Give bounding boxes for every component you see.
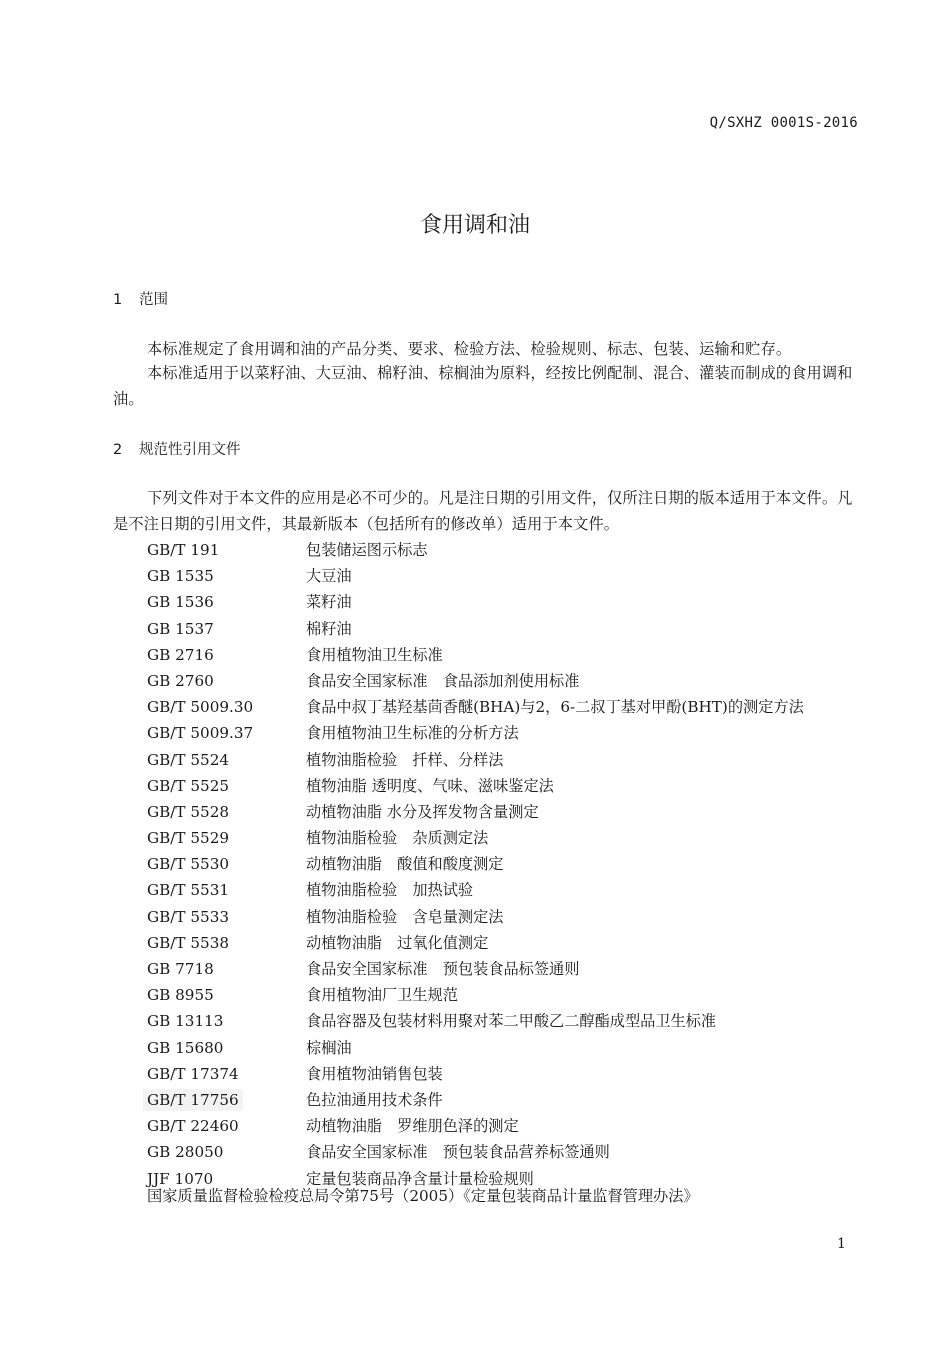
reference-title: 植物油脂检验 含皂量测定法 bbox=[306, 907, 504, 926]
reference-row bbox=[147, 851, 867, 877]
reference-title: 动植物油脂 水分及挥发物含量测定 bbox=[306, 802, 539, 821]
reference-row bbox=[147, 825, 867, 851]
document-title: 食用调和油 bbox=[419, 213, 530, 238]
reference-title: 棕榈油 bbox=[306, 1038, 352, 1057]
page-number: 1 bbox=[837, 1236, 846, 1252]
reference-title: 大豆油 bbox=[306, 567, 352, 586]
reference-title: 动植物油脂 过氧化值测定 bbox=[306, 933, 489, 952]
reference-title: 食品中叔丁基羟基茴香醚(BHA)与2，6-二叔丁基对甲酚(BHT)的测定方法 bbox=[306, 698, 804, 717]
reference-row bbox=[147, 1087, 867, 1113]
reference-title: 食用植物油卫生标准的分析方法 bbox=[306, 724, 519, 743]
reference-title: 包装储运图示标志 bbox=[306, 541, 428, 559]
reference-code: GB/T 5525 bbox=[147, 776, 230, 795]
reference-code: GB 2760 bbox=[147, 671, 214, 690]
reference-code: GB 2716 bbox=[147, 645, 214, 664]
reference-title: 植物油脂检验 杂质测定法 bbox=[306, 829, 489, 848]
reference-row bbox=[147, 956, 867, 982]
reference-code: GB/T 5009.30 bbox=[147, 698, 254, 717]
reference-code: GB/T 191 bbox=[147, 541, 220, 559]
reference-row bbox=[147, 982, 867, 1008]
reference-title: 食品容器及包装材料用聚对苯二甲酸乙二醇酯成型品卫生标准 bbox=[306, 1012, 717, 1031]
reference-code: GB 1535 bbox=[147, 567, 214, 586]
reference-title: 菜籽油 bbox=[306, 593, 352, 612]
reference-title: 食品安全国家标准 预包装食品营养标签通则 bbox=[306, 1143, 610, 1162]
reference-row bbox=[147, 799, 867, 825]
section-2-number: 2 bbox=[113, 442, 123, 458]
reference-title: 定量包装商品净含量计量检验规则 bbox=[306, 1169, 534, 1188]
reference-code: GB/T 5524 bbox=[147, 750, 230, 769]
reference-title: 食用植物油销售包装 bbox=[306, 1064, 443, 1083]
section-2-heading bbox=[113, 438, 241, 459]
reference-row bbox=[147, 1061, 867, 1087]
reference-title: 食品安全国家标准 预包装食品标签通则 bbox=[306, 960, 580, 978]
reference-row bbox=[147, 668, 867, 694]
reference-code: GB/T 5538 bbox=[147, 933, 230, 952]
standard-code: Q/SXHZ 0001S-2016 bbox=[709, 115, 858, 131]
reference-code: GB/T 17374 bbox=[147, 1064, 239, 1083]
reference-row bbox=[147, 1139, 867, 1165]
section-2-title: 规范性引用文件 bbox=[139, 442, 241, 458]
reference-row bbox=[147, 773, 867, 799]
section-1-number: 1 bbox=[113, 292, 123, 308]
reference-code: GB/T 22460 bbox=[147, 1117, 239, 1136]
reference-code: GB/T 5533 bbox=[147, 907, 230, 926]
reference-row bbox=[147, 642, 867, 668]
reference-row bbox=[147, 563, 867, 589]
section-1-paragraph-1: 本标准规定了食用调和油的产品分类、要求、检验方法、检验规则、标志、包装、运输和贮存。 bbox=[147, 340, 792, 358]
reference-code: GB 15680 bbox=[147, 1038, 224, 1057]
reference-code: GB/T 5531 bbox=[147, 881, 230, 900]
section-1-title: 范围 bbox=[139, 292, 168, 308]
reference-row bbox=[147, 1008, 867, 1034]
reference-list bbox=[147, 537, 867, 1192]
reference-code: GB 28050 bbox=[147, 1143, 224, 1162]
reference-row bbox=[147, 930, 867, 956]
reference-code: GB 8955 bbox=[147, 986, 214, 1005]
reference-code: GB/T 17756 bbox=[147, 1090, 239, 1109]
reference-row bbox=[147, 537, 867, 563]
reference-row bbox=[147, 1035, 867, 1061]
reference-code: GB 1536 bbox=[147, 593, 214, 612]
reference-closing-line: 国家质量监督检验检疫总局令第75号（2005）《定量包装商品计量监督管理办法》 bbox=[147, 1187, 699, 1205]
reference-code: GB/T 5529 bbox=[147, 829, 230, 848]
reference-code: JJF 1070 bbox=[147, 1169, 214, 1188]
reference-code: GB/T 5009.37 bbox=[147, 724, 254, 743]
reference-code: GB 13113 bbox=[147, 1012, 224, 1031]
reference-row bbox=[147, 1113, 867, 1139]
reference-row bbox=[147, 904, 867, 930]
section-2-intro: 下列文件对于本文件的应用是必不可少的。凡是注日期的引用文件，仅所注日期的版本适用于本文件。凡是不注日期的引用文件，其最新版本（包括所有的修改单）适用于本文件。 bbox=[113, 489, 853, 533]
reference-title: 植物油脂检验 扦样、分样法 bbox=[306, 750, 504, 769]
reference-code: GB/T 5530 bbox=[147, 855, 230, 874]
reference-title: 食用植物油卫生标准 bbox=[306, 645, 443, 664]
reference-row bbox=[147, 747, 867, 773]
reference-title: 植物油脂 透明度、气味、滋味鉴定法 bbox=[306, 776, 554, 795]
reference-title: 食用植物油厂卫生规范 bbox=[306, 986, 458, 1005]
reference-row bbox=[147, 694, 867, 720]
reference-code: GB/T 5528 bbox=[147, 802, 230, 821]
reference-code: GB 1537 bbox=[147, 619, 214, 638]
reference-title: 食品安全国家标准 食品添加剂使用标准 bbox=[306, 671, 580, 690]
reference-row bbox=[147, 589, 867, 615]
reference-code: GB 7718 bbox=[147, 960, 214, 978]
reference-row bbox=[147, 877, 867, 903]
section-1-heading bbox=[113, 288, 168, 309]
section-1-paragraph-2: 本标准适用于以菜籽油、大豆油、棉籽油、棕榈油为原料，经按比例配制、混合、灌装而制成的食用调和油。 bbox=[113, 364, 853, 408]
reference-title: 色拉油通用技术条件 bbox=[306, 1090, 443, 1109]
reference-title: 动植物油脂 罗维朋色泽的测定 bbox=[306, 1117, 519, 1136]
reference-row bbox=[147, 720, 867, 746]
reference-title: 动植物油脂 酸值和酸度测定 bbox=[306, 855, 504, 874]
reference-title: 棉籽油 bbox=[306, 619, 352, 638]
reference-row bbox=[147, 616, 867, 642]
reference-title: 植物油脂检验 加热试验 bbox=[306, 881, 474, 900]
